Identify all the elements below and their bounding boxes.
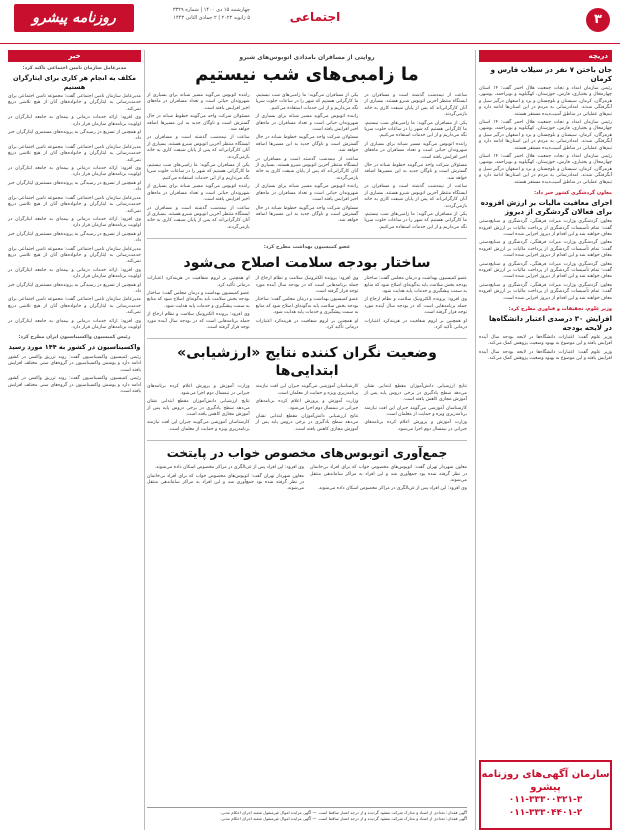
story-body: مدیرعامل سازمان تامین اجتماعی گفت: مجموعه تامین اجتماعی برای خدمت‌رسانی به ایثارگران و خانواده‌های آنان از هیچ تلاشی دریغ نمی‌کند. — [8, 94, 141, 112]
column-divider — [475, 50, 476, 830]
story-kicker: وزیر علوم، تحقیقات و فناوری مطرح کرد: — [508, 305, 612, 312]
story-kicker: رئیس کمیسیون واکسیناسیون ایران مطرح کرد: — [18, 335, 131, 341]
story-body: نتایج ارزشیابی دانش‌آموزان مقطع ابتدایی نشان می‌دهد سطح یادگیری در برخی دروس پایه پس از آموزش مجازی کاهش یافته است. — [364, 384, 467, 403]
story-body: یکی از مسافران می‌گوید: ما زامبی‌های شب نیستیم، ما کارگرانی هستیم که شهر را در ساعات خلوت سرپا نگه می‌داریم و از این خدمات استفاده می‌کنیم. — [255, 93, 359, 111]
story-body: وی افزود: ارائه خدمات درمانی و بیمه‌ای به جامعه ایثارگران در اولویت برنامه‌های سازمان قرار دارد. — [8, 318, 141, 330]
story-headline: ساختار بودجه سلامت اصلاح می‌شود — [183, 255, 431, 272]
story-body: او همچنین از تسریع در رسیدگی به پرونده‌های مستمری ایثارگران خبر داد. — [8, 231, 141, 244]
page-number: ۳ — [586, 8, 610, 32]
story-body: معاون شهردار تهران گفت: اتوبوس‌های مخصوص خواب که برای افراد بی‌خانمان در نظر گرفته شده بود جمع‌آوری شد و این افراد به مراکز ساماندهی منتقل می‌شوند. — [310, 465, 467, 484]
ad-box — [479, 760, 612, 830]
right-column — [479, 50, 612, 830]
story-body: وی افزود: پرونده الکترونیک سلامت و نظام ارجاع از جمله برنامه‌هایی است که در بودجه سال آینده مورد توجه قرار گرفته است. — [146, 312, 250, 330]
footer-notice: آگهی فقدان: تعدادی از اسناد و مدارک شرکت مفقود گردیده و از درجه اعتبار ساقط است. — آگهی مزایده اموال غیرمنقول شعبه اجرای احکام مدنی. — [219, 815, 467, 821]
health-story-columns — [147, 276, 467, 333]
story-body: ساعت از نیمه‌شب گذشته است و مسافران در ایستگاه منتظر آخرین اتوبوس شبرو هستند. بسیاری از آنان کارگرانی‌اند که پس از پایان شیفت کاری به خانه بازمی‌گردند. — [146, 135, 250, 160]
left-column — [8, 50, 141, 830]
story-body: وی افزود: ارائه خدمات درمانی و بیمه‌ای به جامعه ایثارگران در اولویت برنامه‌های سازمان قرار دارد. — [8, 216, 141, 229]
story-body: نتایج ارزشیابی دانش‌آموزان مقطع ابتدایی نشان می‌دهد سطح یادگیری در برخی دروس پایه پس از آموزش مجازی کاهش یافته است. — [255, 414, 359, 432]
story-body: رئیس کمیسیون واکسیناسیون گفت: روند تزریق واکسن در کشور ادامه دارد و پوشش واکسیناسیون در گروه‌های سنی مختلف افزایش یافته است. — [8, 354, 141, 373]
story-headline: جمع‌آوری اتوبوس‌های مخصوص خواب در پایتخت — [166, 446, 448, 461]
story-body: ساعت از نیمه‌شب گذشته است و مسافران در ایستگاه منتظر آخرین اتوبوس شبرو هستند. بسیاری از آنان کارگرانی‌اند که پس از پایان شیفت کاری به خانه بازمی‌گردند. — [146, 205, 250, 230]
evaluation-story-columns — [147, 384, 467, 435]
story-body: ساعت از نیمه‌شب گذشته است و مسافران در ایستگاه منتظر آخرین اتوبوس شبرو هستند. بسیاری از آنان کارگرانی‌اند که پس از پایان شیفت کاری به خانه بازمی‌گردند. — [255, 156, 359, 181]
story-headline: واکسیناسیون در کشور به ۱۴۴ مورد رسید — [8, 343, 141, 352]
story-body: رئیس سازمان امداد و نجات جمعیت هلال احمر گفت: ۱۴ استان چهارمحال و بختیاری، فارس، خوزستان، کهگیلویه و بویراحمد، بوشهر، هرمزگان، کرمان، سیستان و بلوچستان و یزد و اصفهان درگیر سیل و آبگرفتگی شدند. امدادرسانی به مردم در این استان‌ها ادامه دارد و تیم‌های عملیاتی در مناطق آسیب‌دیده مستقر هستند. — [479, 154, 612, 185]
section-divider — [147, 440, 467, 441]
story-body: مسئولان شرکت واحد می‌گویند خطوط شبانه در حال گسترش است و ناوگان جدید به این مسیرها اضافه خواهد شد. — [146, 114, 250, 133]
story-headline: جان باختن ۷ نفر در سیلاب فارس و کرمان — [490, 66, 612, 83]
story-body: معاون شهردار تهران گفت: اتوبوس‌های مخصوص خواب که برای افراد بی‌خانمان در نظر گرفته شده بود جمع‌آوری شد و این افراد به مراکز ساماندهی منتقل می‌شوند. — [147, 473, 304, 492]
lead-kicker: روایتی از مسافران بامدادی اتوبوس‌های شبرو — [239, 54, 375, 61]
newspaper-logo: روزنامه پیشرو — [14, 4, 134, 32]
story-body: کارشناسان آموزشی می‌گویند جبران این افت نیازمند برنامه‌ریزی ویژه و حمایت از معلمان است. — [146, 420, 250, 432]
story-body: وزیر علوم گفت: اعتبارات دانشگاه‌ها در لایحه بودجه سال آینده افزایش یافته و این موضوع به بهبود وضعیت پژوهش کمک می‌کند. — [479, 334, 612, 347]
story-body: عضو کمیسیون بهداشت و درمان مجلس گفت: ساختار بودجه بخش سلامت باید به‌گونه‌ای اصلاح شود که منابع به سمت پیشگیری و خدمات پایه هدایت شود. — [146, 290, 250, 309]
story-body: مدیرعامل سازمان تامین اجتماعی گفت: مجموعه تامین اجتماعی برای خدمت‌رسانی به ایثارگران و خانواده‌های آنان از هیچ تلاشی دریغ نمی‌کند. — [8, 246, 141, 265]
story-body: مسئولان شرکت واحد می‌گویند خطوط شبانه در حال گسترش است و ناوگان جدید به این مسیرها اضافه خواهد شد. — [255, 205, 359, 224]
story-body: او همچنین بر لزوم شفافیت در هزینه‌کرد اعتبارات درمانی تأکید کرد. — [364, 318, 467, 330]
story-kicker: معاون گردشگری کشور خبر داد: — [534, 190, 612, 197]
story-headline: مکلف به انجام هر کاری برای ایثارگران هستیم — [13, 74, 136, 91]
story-body: یکی از مسافران می‌گوید: ما زامبی‌های شب نیستیم، ما کارگرانی هستیم که شهر را در ساعات خلوت سرپا نگه می‌داریم و از این خدمات استفاده می‌کنیم. — [146, 163, 250, 181]
story-body: او همچنین از تسریع در رسیدگی به پرونده‌های مستمری ایثارگران خبر داد. — [8, 130, 141, 142]
story-body: یکی از مسافران می‌گوید: ما زامبی‌های شب نیستیم، ما کارگرانی هستیم که شهر را در ساعات خلوت سرپا نگه می‌داریم و از این خدمات استفاده می‌کنیم. — [364, 211, 467, 230]
story-body: مسئولان شرکت واحد می‌گویند خطوط شبانه در حال گسترش است و ناوگان جدید به این مسیرها اضافه خواهد شد. — [364, 163, 467, 181]
story-body: راننده اتوبوس می‌گوید مسیر شبانه برای بسیاری از شهروندان حیاتی است و تعداد مسافران در ماه‌های اخیر افزایش یافته است. — [255, 114, 359, 133]
ad-title: سازمان آگهی‌های روزنامه پیشرو — [481, 769, 610, 793]
story-body: او همچنین از تسریع در رسیدگی به پرونده‌های مستمری ایثارگران خبر داد. — [8, 180, 141, 193]
story-body: مدیرعامل سازمان تامین اجتماعی گفت: مجموعه تامین اجتماعی برای خدمت‌رسانی به ایثارگران و خانواده‌های آنان از هیچ تلاشی دریغ نمی‌کند. — [8, 297, 141, 316]
story-body: وزارت آموزش و پرورش اعلام کرده برنامه‌های جبرانی در نیمسال دوم اجرا می‌شود. — [364, 420, 467, 432]
story-body: راننده اتوبوس می‌گوید مسیر شبانه برای بسیاری از شهروندان حیاتی است و تعداد مسافران در ماه‌های اخیر افزایش یافته است. — [146, 93, 250, 111]
story-body: رئیس سازمان امداد و نجات جمعیت هلال احمر گفت: ۱۴ استان چهارمحال و بختیاری، فارس، خوزستان، کهگیلویه و بویراحمد، بوشهر، هرمزگان، کرمان، سیستان و بلوچستان و یزد و اصفهان درگیر سیل و آبگرفتگی شدند. امدادرسانی به مردم در این استان‌ها ادامه دارد و تیم‌های عملیاتی در مناطق آسیب‌دیده مستقر هستند. — [479, 120, 612, 151]
ad-phone-2: ۰۱۱-۳۳۳۰۴۴۰۱-۲ — [508, 808, 583, 818]
date-line-1: چهارشنبه ۱۵ دی ۱۴۰۰ | شماره ۳۳۲۹ — [172, 7, 250, 13]
story-body: او همچنین بر لزوم شفافیت در هزینه‌کرد اعتبارات درمانی تأکید کرد. — [146, 276, 250, 288]
section-title: اجتماعی — [289, 10, 341, 24]
page-header — [0, 0, 620, 44]
date-line-2: ۵ ژانویه ۲۰۲۲ | ۲ جمادی الثانی ۱۴۴۳ — [173, 15, 250, 21]
story-body: ساعت از نیمه‌شب گذشته است و مسافران در ایستگاه منتظر آخرین اتوبوس شبرو هستند. بسیاری از آنان کارگرانی‌اند که پس از پایان شیفت کاری به خانه بازمی‌گردند. — [364, 93, 467, 118]
column-divider — [144, 50, 145, 830]
story-body: او همچنین از تسریع در رسیدگی به پرونده‌های مستمری ایثارگران خبر داد. — [8, 282, 141, 294]
news-box-title: خبر — [8, 50, 141, 62]
story-body: کارشناسان آموزشی می‌گویند جبران این افت نیازمند برنامه‌ریزی ویژه و حمایت از معلمان است. — [255, 384, 359, 396]
story-body: معاون گردشگری وزارت میراث فرهنگی، گردشگری و صنایع‌دستی گفت: تمام تأسیسات گردشگری از پرداخت مالیات بر ارزش افزوده معاف خواهند شد و این اقدام از دیروز اجرایی شده است. — [479, 240, 612, 259]
story-body: نتایج ارزشیابی دانش‌آموزان مقطع ابتدایی نشان می‌دهد سطح یادگیری در برخی دروس پایه پس از آموزش مجازی کاهش یافته است. — [146, 399, 250, 417]
footer-notices — [147, 807, 467, 831]
date-line — [140, 6, 250, 22]
story-body: وزارت آموزش و پرورش اعلام کرده برنامه‌های جبرانی در نیمسال دوم اجرا می‌شود. — [146, 384, 250, 396]
dariche-box-title: دریچه — [479, 50, 612, 62]
story-body: ساعت از نیمه‌شب گذشته است و مسافران در ایستگاه منتظر آخرین اتوبوس شبرو هستند. بسیاری از آنان کارگرانی‌اند که پس از پایان شیفت کاری به خانه بازمی‌گردند. — [364, 184, 467, 209]
story-body: وی افزود: این افراد پس از غربالگری در مراکز مخصوص اسکان داده می‌شوند. — [317, 486, 467, 492]
lead-headline: ما زامبی‌های شب نیستیم — [195, 64, 419, 85]
story-body: رئیس سازمان امداد و نجات جمعیت هلال احمر گفت: ۱۴ استان چهارمحال و بختیاری، فارس، خوزستان، کهگیلویه و بویراحمد، بوشهر، هرمزگان، کرمان، سیستان و بلوچستان و یزد و اصفهان درگیر سیل و آبگرفتگی شدند. امدادرسانی به مردم در این استان‌ها ادامه دارد و تیم‌های عملیاتی در مناطق آسیب‌دیده مستقر هستند. — [479, 86, 612, 117]
story-body: وی افزود: پرونده الکترونیک سلامت و نظام ارجاع از جمله برنامه‌هایی است که در بودجه سال آینده مورد توجه قرار گرفته است. — [364, 297, 467, 316]
section-divider — [147, 238, 467, 239]
bus-story-columns — [147, 465, 467, 495]
ad-phone-1: ۰۱۱-۳۳۳۰۰۳۲۱-۳ — [508, 795, 583, 805]
story-body: رئیس کمیسیون واکسیناسیون گفت: روند تزریق واکسن در کشور ادامه دارد و پوشش واکسیناسیون در گروه‌های سنی مختلف افزایش یافته است. — [8, 376, 141, 394]
story-body: راننده اتوبوس می‌گوید مسیر شبانه برای بسیاری از شهروندان حیاتی است و تعداد مسافران در ماه‌های اخیر افزایش یافته است. — [364, 141, 467, 160]
story-body: راننده اتوبوس می‌گوید مسیر شبانه برای بسیاری از شهروندان حیاتی است و تعداد مسافران در ماه‌های اخیر افزایش یافته است. — [255, 184, 359, 203]
story-body: معاون گردشگری وزارت میراث فرهنگی، گردشگری و صنایع‌دستی گفت: تمام تأسیسات گردشگری از پرداخت مالیات بر ارزش افزوده معاف خواهند شد و این اقدام از دیروز اجرایی شده است. — [479, 219, 612, 237]
story-body: معاون گردشگری وزارت میراث فرهنگی، گردشگری و صنایع‌دستی گفت: تمام تأسیسات گردشگری از پرداخت مالیات بر ارزش افزوده معاف خواهند شد و این اقدام از دیروز اجرایی شده است. — [479, 261, 612, 280]
story-body: عضو کمیسیون بهداشت و درمان مجلس گفت: ساختار بودجه بخش سلامت باید به‌گونه‌ای اصلاح شود که منابع به سمت پیشگیری و خدمات پایه هدایت شود. — [364, 276, 467, 294]
story-body: یکی از مسافران می‌گوید: ما زامبی‌های شب نیستیم، ما کارگرانی هستیم که شهر را در ساعات خلوت سرپا نگه می‌داریم و از این خدمات استفاده می‌کنیم. — [364, 120, 467, 139]
story-body: وی افزود: ارائه خدمات درمانی و بیمه‌ای به جامعه ایثارگران در اولویت برنامه‌های سازمان قرار دارد. — [8, 115, 141, 127]
story-body: کارشناسان آموزشی می‌گویند جبران این افت نیازمند برنامه‌ریزی ویژه و حمایت از معلمان است. — [364, 405, 467, 417]
story-headline: وضعیت نگران کننده نتایج «ارزشیابی» ابتدایی‌ها — [177, 345, 437, 380]
lead-story-columns — [147, 93, 467, 233]
story-headline: اجرای معافیت مالیات بر ارزش افزوده برای فعالان گردشگری از دیروز — [480, 199, 612, 217]
story-kicker: عضو کمیسیون بهداشت مطرح کرد: — [263, 244, 351, 251]
main-area — [147, 50, 467, 495]
story-kicker: مدیرعامل سازمان تامین اجتماعی تاکید کرد: — [22, 66, 127, 71]
section-divider — [147, 338, 467, 339]
story-body: مدیرعامل سازمان تامین اجتماعی گفت: مجموعه تامین اجتماعی برای خدمت‌رسانی به ایثارگران و خانواده‌های آنان از هیچ تلاشی دریغ نمی‌کند. — [8, 144, 141, 163]
story-body: مدیرعامل سازمان تامین اجتماعی گفت: مجموعه تامین اجتماعی برای خدمت‌رسانی به ایثارگران و خانواده‌های آنان از هیچ تلاشی دریغ نمی‌کند. — [8, 195, 141, 214]
story-body: وی افزود: ارائه خدمات درمانی و بیمه‌ای به جامعه ایثارگران در اولویت برنامه‌های سازمان قرار دارد. — [8, 267, 141, 280]
story-body: وی افزود: ارائه خدمات درمانی و بیمه‌ای به جامعه ایثارگران در اولویت برنامه‌های سازمان قرار دارد. — [8, 166, 141, 178]
story-body: وزارت آموزش و پرورش اعلام کرده برنامه‌های جبرانی در نیمسال دوم اجرا می‌شود. — [255, 399, 359, 411]
story-body: عضو کمیسیون بهداشت و درمان مجلس گفت: ساختار بودجه بخش سلامت باید به‌گونه‌ای اصلاح شود که منابع به سمت پیشگیری و خدمات پایه هدایت شود. — [255, 297, 359, 316]
story-body: راننده اتوبوس می‌گوید مسیر شبانه برای بسیاری از شهروندان حیاتی است و تعداد مسافران در ماه‌های اخیر افزایش یافته است. — [146, 184, 250, 203]
story-body: وی افزود: پرونده الکترونیک سلامت و نظام ارجاع از جمله برنامه‌هایی است که در بودجه سال آینده مورد توجه قرار گرفته است. — [255, 276, 359, 294]
story-body: وزیر علوم گفت: اعتبارات دانشگاه‌ها در لایحه بودجه سال آینده افزایش یافته و این موضوع به بهبود وضعیت پژوهش کمک می‌کند. — [479, 349, 612, 362]
story-body: مسئولان شرکت واحد می‌گویند خطوط شبانه در حال گسترش است و ناوگان جدید به این مسیرها اضافه خواهد شد. — [255, 135, 359, 154]
story-body: او همچنین بر لزوم شفافیت در هزینه‌کرد اعتبارات درمانی تأکید کرد. — [255, 318, 359, 330]
story-body: وی افزود: این افراد پس از غربالگری در مراکز مخصوص اسکان داده می‌شوند. — [154, 465, 304, 471]
story-headline: افزایش ۳۰ درصدی اعتبار دانشگاه‌ها در لایحه بودجه — [488, 314, 612, 332]
story-body: معاون گردشگری وزارت میراث فرهنگی، گردشگری و صنایع‌دستی گفت: تمام تأسیسات گردشگری از پرداخت مالیات بر ارزش افزوده معاف خواهند شد و این اقدام از دیروز اجرایی شده است. — [479, 282, 612, 301]
footer-notice: آگهی فقدان: تعدادی از اسناد و مدارک شرکت مفقود گردیده و از درجه اعتبار ساقط است. — آگهی مزایده اموال غیرمنقول شعبه اجرای احکام مدنی. — [219, 810, 467, 815]
